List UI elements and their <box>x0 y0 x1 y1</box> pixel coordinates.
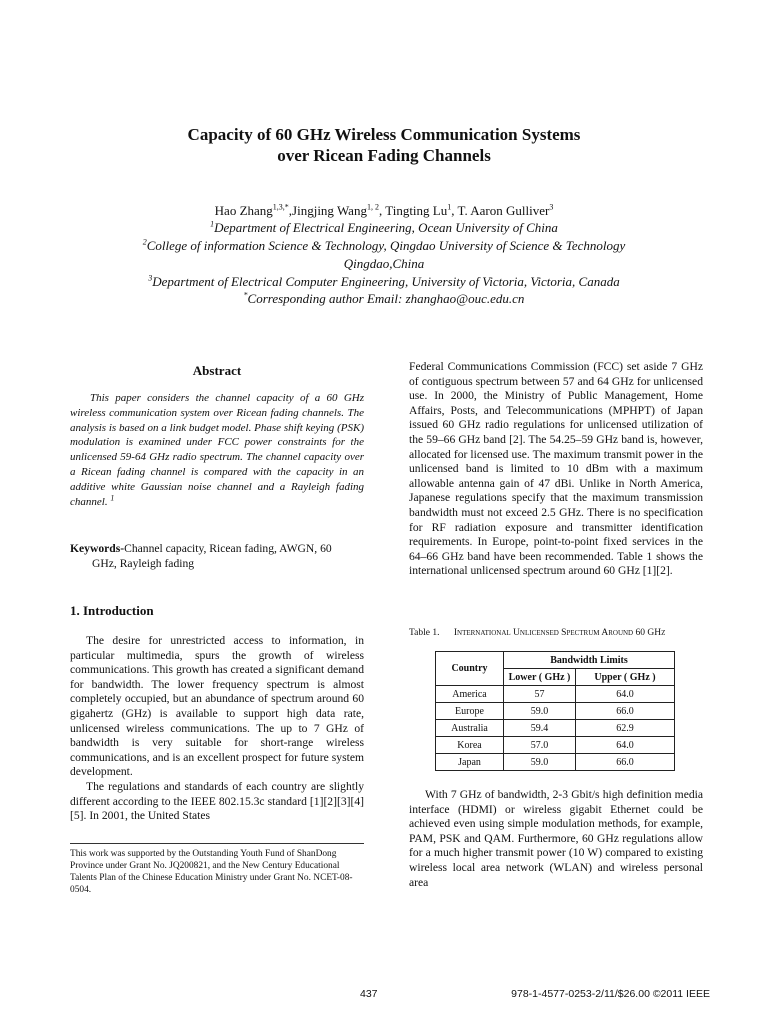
title-line-1: Capacity of 60 GHz Wireless Communication Systems <box>187 125 581 144</box>
intro-paragraph-1: The desire for unrestricted access to information, in particular multimedia, spurs the growth of wireless communications. This growth has created a significant demand for bandwidth. The lower frequency spectrum is almost completely occupied, but an abundance of spectrum around 60 gigahertz (GHz) is available to support high data rate, unlicensed wireless communications. The up to 7 GHz of bandwidth is very suitable for short-range wireless communications, and is an excellent prospect for future system development. <box>70 634 364 779</box>
keywords-text: Channel capacity, Ricean fading, AWGN, 60 <box>124 542 332 555</box>
bandwidth-table-wrap <box>435 651 675 771</box>
author-sup: 3 <box>549 202 554 212</box>
affiliation-text: Department of Electrical Engineering, Ocean University of China <box>214 220 558 235</box>
keywords-label: Keywords- <box>70 542 125 555</box>
affiliation-sup: 1 <box>210 219 215 229</box>
author-name: Hao Zhang <box>214 203 273 218</box>
table-cell-country: Australia <box>436 720 504 737</box>
author-sup: 1,3,* <box>272 202 289 212</box>
header-bandwidth: Bandwidth Limits <box>504 652 675 669</box>
table-cell-lower: 57 <box>504 686 576 703</box>
intro-paragraph-2: The regulations and standards of each country are slightly different according to the IEEE 802.15.3c standard [1][2][3][4][5]. In 2001, the United States <box>70 779 364 823</box>
author-sup: 1, 2 <box>366 202 379 212</box>
author-list <box>0 202 768 220</box>
corr-text: Corresponding author Email: zhanghao@ouc.edu.cn <box>247 291 525 306</box>
abstract-body <box>70 391 364 509</box>
affiliation-2 <box>0 237 768 255</box>
table-cell-upper: 64.0 <box>576 686 675 703</box>
page-number: 437 <box>360 988 378 1000</box>
footnote: This work was supported by the Outstanding Youth Fund of ShanDong Province under Grant No. JQ200821, and the New Century Educational Talents Plan of the Chinese Education Ministry under Grant No. NCET-08-0504. <box>70 849 353 895</box>
affiliation-1 <box>0 219 768 237</box>
title-line-2: over Ricean Fading Channels <box>277 146 491 165</box>
table-caption <box>409 628 709 638</box>
table-row <box>436 703 675 720</box>
bandwidth-table <box>435 651 675 771</box>
keywords-text-cont: GHz, Rayleigh fading <box>92 556 195 570</box>
table-cell-country: America <box>436 686 504 703</box>
abstract-sup: 1 <box>110 492 115 502</box>
affiliation-3 <box>0 273 768 291</box>
table-cell-lower: 57.0 <box>504 737 576 754</box>
table-cell-upper: 66.0 <box>576 754 675 771</box>
affiliation-text: College of information Science & Technology, Qingdao University of Science & Technology <box>146 238 626 253</box>
intro-body <box>70 634 364 824</box>
table-cell-lower: 59.0 <box>504 754 576 771</box>
intro-title: 1. Introduction <box>70 603 154 618</box>
affiliation-2-cont: Qingdao,China <box>343 256 425 271</box>
table-row <box>436 686 675 703</box>
right-paragraph-1: Federal Communications Commission (FCC) set aside 7 GHz of contiguous spectrum between 57 and 64 GHz for unlicensed use. In 2000, the Ministry of Public Management, Home Affairs, Posts, and Telecommunications (MPHPT) of Japan issued 60 GHz radio regulations for unlicensed utilization of the 59–66 GHz band [2]. The 54.25–59 GHz band is, however, allocated for licensed use. The maximum transmit power in the unlicensed band is limited to 10 dBm with a maximum allowable antenna gain of 47 dBi. Unlike in North America, Japanese regulations specify that the maximum transmission bandwidth must not exceed 2.5 GHz. There is no specification for RF radiation exposure and transmitter identification requirements. In Europe, point-to-point fixed services in the 64–66 GHz band have been recommended. Table 1 shows the international unlicensed spectrum around 60 GHz [1][2]. <box>409 360 703 578</box>
corr-sup: * <box>243 290 248 300</box>
table-cell-country: Japan <box>436 754 504 771</box>
affiliation-sup: 3 <box>148 273 153 283</box>
abstract-heading <box>70 363 364 379</box>
table-caption-label: Table 1. <box>409 628 440 638</box>
abstract-text: This paper considers the channel capacity of a 60 GHz wireless communication system over Ricean fading channels. The analysis is based on a link budget model. Phase shift keying (PSK) modulation is examined under FCC power constraints for the unlicensed 59-64 GHz radio spectrum. The channel capacity over a Ricean fading channel is compared with the capacity in an additive white Gaussian noise channel and a Rayleigh fading channel. <box>70 392 364 508</box>
header-upper: Upper ( GHz ) <box>576 669 675 686</box>
isbn-price: 978-1-4577-0253-2/11/$26.00 ©2011 IEEE <box>511 988 710 1000</box>
header-country: Country <box>436 652 504 686</box>
footnote-rule <box>70 843 364 844</box>
keywords <box>70 542 364 571</box>
affiliation-text: Department of Electrical Computer Engineering, University of Victoria, Victoria, Canada <box>152 274 620 289</box>
table-cell-lower: 59.4 <box>504 720 576 737</box>
table-cell-country: Europe <box>436 703 504 720</box>
right-paragraph-2 <box>409 788 703 890</box>
table-row <box>436 720 675 737</box>
header-lower: Lower ( GHz ) <box>504 669 576 686</box>
table-cell-upper: 62.9 <box>576 720 675 737</box>
table-caption-text: International Unlicensed Spectrum Around 60 GHz <box>453 628 666 638</box>
paper-title <box>0 124 768 166</box>
table-cell-lower: 59.0 <box>504 703 576 720</box>
table-row <box>436 754 675 771</box>
affiliation-sup: 2 <box>142 237 147 247</box>
author-sup: 1 <box>447 202 452 212</box>
intro-heading <box>70 603 364 619</box>
table-cell-upper: 66.0 <box>576 703 675 720</box>
corresponding-author <box>0 290 768 308</box>
right-paragraph-2-text: With 7 GHz of bandwidth, 2-3 Gbit/s high definition media interface (HDMI) or wireless gigabit Ethernet could be achieved even using simple modulation methods, for example, PAM, PSK and QAM. Furthermore, 60 GHz regulations allow for a much higher transmit power (10 W) compared to existing wireless local area network (WLAN) and wireless personal area <box>409 788 703 889</box>
table-cell-upper: 64.0 <box>576 737 675 754</box>
abstract-title: Abstract <box>192 363 242 378</box>
author-name: , Tingting Lu <box>378 203 448 218</box>
author-name: , T. Aaron Gulliver <box>451 203 550 218</box>
table-row <box>436 737 675 754</box>
table-cell-country: Korea <box>436 737 504 754</box>
author-name: ,Jingjing Wang <box>288 203 367 218</box>
